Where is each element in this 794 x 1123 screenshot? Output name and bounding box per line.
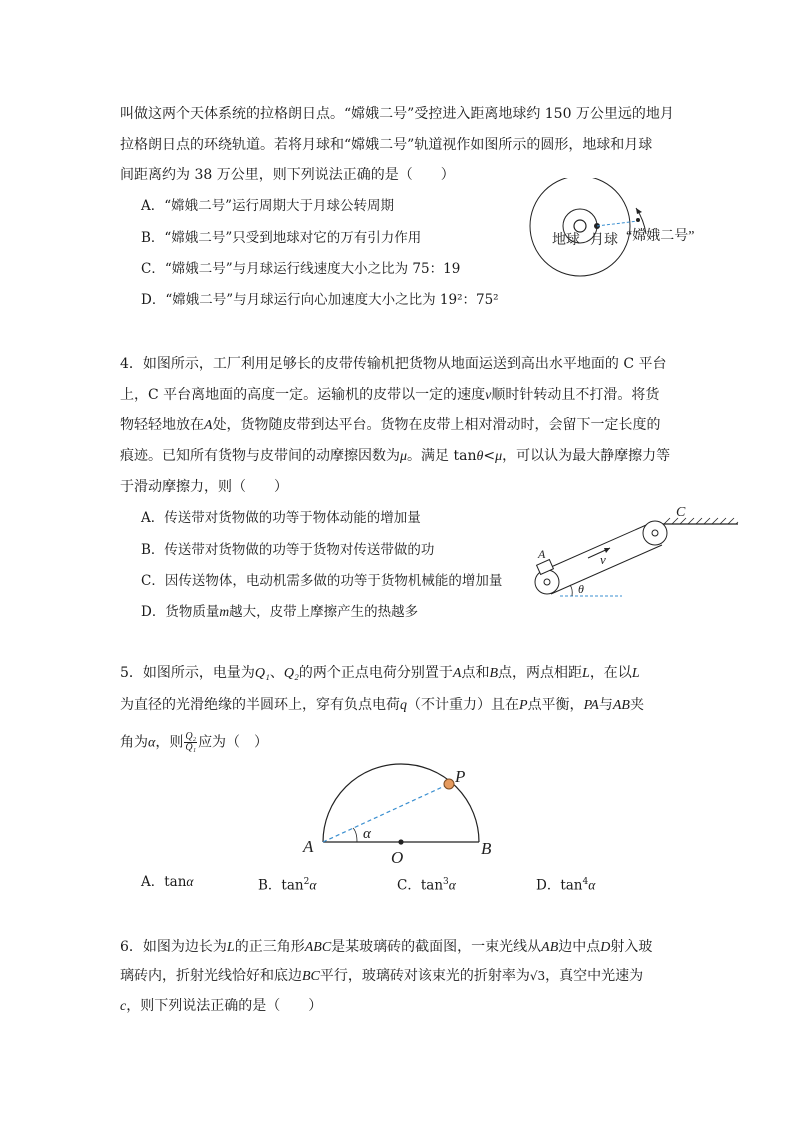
label-p: P <box>455 767 466 786</box>
q5-line-1-a: 5．如图所示，电量为 <box>120 665 255 681</box>
q6-d-symbol: D <box>600 940 611 955</box>
label-v: v <box>600 552 606 567</box>
belt-top <box>542 522 653 571</box>
q5-line-2 <box>120 696 644 715</box>
q6-line-1-a: 6．如图为边长为 <box>120 939 227 955</box>
q5-option-b <box>258 873 316 895</box>
q5-option-d-pow: 4 <box>582 877 589 887</box>
q5-b-symbol: B <box>489 666 499 681</box>
q5-line-1-e: ，在以 <box>589 665 632 681</box>
q5-option-a-var: α <box>186 874 194 889</box>
q5-pa-symbol: PA <box>583 698 599 713</box>
q5-option-c <box>397 873 456 895</box>
q3-option-d: D．“嫦娥二号”与月球运行向心加速度大小之比为 19²：75² <box>141 292 499 308</box>
q5-option-c-pow: 3 <box>443 877 449 887</box>
q3-line-2: 拉格朗日点的环绕轨道。若将月球和“嫦娥二号”轨道视作如图所示的圆形，地球和月球 <box>120 137 653 153</box>
q5-q2-symbol: Q₂ <box>283 666 299 681</box>
label-a: A <box>303 837 314 856</box>
label-alpha: α <box>363 826 371 842</box>
q6-sqrt3: √3 <box>529 969 546 983</box>
q5-option-d-var: α <box>588 877 596 893</box>
moon-label: 月球 <box>590 233 618 248</box>
q5-fraction <box>184 732 197 753</box>
q3-line-1: 叫做这两个天体系统的拉格朗日点。“嫦娥二号”受控进入距离地球约 150 万公里远的地月 <box>120 106 674 122</box>
q4-option-a: A．传送带对货物做的功等于物体动能的增加量 <box>141 510 421 526</box>
q3-option-b: B．“嫦娥二号”只受到地球对它的万有引力作用 <box>141 230 422 246</box>
q4-v-symbol: v <box>485 388 492 403</box>
q4-line-4-d: ，可以认为最大静摩擦力等 <box>502 448 671 464</box>
q5-line-2-e: 夹 <box>629 697 644 713</box>
q4-m-symbol: m <box>219 604 230 619</box>
q6-line-2-b: 平行，玻璃砖对该束光的折射率为 <box>319 968 530 984</box>
q5-line-3-b: ，则 <box>155 734 184 751</box>
line-pa <box>323 784 449 842</box>
q3-option-c: C．“嫦娥二号”与月球运行线速度大小之比为 75：19 <box>141 261 461 277</box>
earth-dot <box>574 220 586 232</box>
q4-theta-symbol: θ <box>476 449 484 464</box>
q5-option-c-var: α <box>448 877 456 893</box>
q6-bc-symbol: BC <box>302 969 320 984</box>
q6-abc-symbol: ABC <box>304 940 332 955</box>
label-c: C <box>676 505 686 520</box>
q6-line-1-b: 的正三角形 <box>234 939 305 955</box>
earth-label: 地球 <box>552 233 580 248</box>
q5-a-symbol: A <box>452 666 462 681</box>
q5-line-1 <box>120 664 640 683</box>
label-b: B <box>481 839 492 858</box>
q4-less-than: < <box>483 448 496 464</box>
q6-line-1-c: 是某玻璃砖的截面图，一束光线从 <box>331 939 542 955</box>
q5-p-symbol: P <box>519 698 528 713</box>
q5-option-b-label: B． <box>258 877 282 894</box>
q6-l-symbol: L <box>226 940 235 955</box>
q4-line-2 <box>120 386 659 405</box>
q4-option-d-b: 越大，皮带上摩擦产生的热越多 <box>229 604 419 620</box>
q3-line-3: 间距离约为 38 万公里，则下列说法正确的是（ ） <box>120 167 455 183</box>
q5-option-b-var: α <box>309 877 317 893</box>
probe-dot <box>636 218 640 222</box>
q4-line-3 <box>120 416 661 435</box>
q6-ab-symbol: AB <box>541 940 559 955</box>
q5-option-b-fn: tan <box>281 877 304 894</box>
q5-q1-symbol: Q₁ <box>254 666 270 681</box>
conveyor-diagram <box>520 500 745 605</box>
moon-probe-link <box>597 221 638 226</box>
q5-ab-symbol: AB <box>612 698 630 713</box>
q5-line-3 <box>120 732 268 753</box>
q3-option-a: A．“嫦娥二号”运行周期大于月球公转周期 <box>141 198 395 214</box>
q5-option-d <box>536 873 595 895</box>
q4-line-4 <box>120 447 670 466</box>
label-theta: θ <box>578 582 584 596</box>
q5-alpha-symbol: α <box>148 735 156 751</box>
theta-arc <box>570 585 572 596</box>
q4-option-d <box>141 603 418 621</box>
q4-line-4-b: 。满足 tan <box>407 448 477 464</box>
q4-option-c: C．因传送物体，电动机需多做的功等于货物机械能的增加量 <box>141 573 503 589</box>
q5-l-symbol: L <box>582 666 590 681</box>
q5-option-c-fn: tan <box>420 877 444 894</box>
alpha-arc <box>353 828 357 842</box>
q6-line-3 <box>120 997 322 1016</box>
q5-l-symbol-2: L <box>631 666 640 681</box>
q4-option-d-a: D．货物质量 <box>141 604 220 620</box>
q5-separator: 、 <box>269 665 284 681</box>
q4-mu-symbol-2: μ <box>495 449 503 464</box>
q4-mu-symbol: μ <box>400 449 408 464</box>
q6-line-2 <box>120 967 643 986</box>
q4-line-4-a: 痕迹。已知所有货物与皮带间的动摩擦因数为 <box>120 448 400 464</box>
q5-line-1-b: 的两个正点电荷分别置于 <box>298 665 453 681</box>
q5-line-2-a: 为直径的光滑绝缘的半圆环上，穿有负点电荷 <box>120 697 400 713</box>
label-o: O <box>391 848 404 867</box>
q6-line-1-e: 射入玻 <box>610 939 653 955</box>
q5-option-a-fn: tan <box>164 874 187 890</box>
semicircle-diagram <box>295 760 505 868</box>
q5-fraction-numerator: Q₂ <box>185 731 197 742</box>
q4-line-3-a: 物轻轻地放在 <box>120 417 204 433</box>
q5-fraction-denominator: Q₁ <box>185 742 197 753</box>
q5-option-a-label: A． <box>141 874 165 890</box>
q6-line-1-d: 边中点 <box>558 939 601 955</box>
q5-option-c-label: C． <box>397 877 421 894</box>
label-a: A <box>538 547 546 561</box>
q5-option-a <box>141 873 194 891</box>
q5-option-b-pow: 2 <box>303 877 310 887</box>
q6-c-symbol: c <box>120 999 127 1014</box>
q5-q-symbol: q <box>400 698 407 713</box>
center-o <box>398 839 403 844</box>
q5-line-3-c: 应为（ ） <box>198 734 269 751</box>
q4-a-symbol: A <box>204 418 213 433</box>
q5-line-1-c: 点和 <box>461 665 490 681</box>
q4-option-b: B．传送带对货物做的功等于货物对传送带做的功 <box>141 542 435 558</box>
q5-option-d-label: D． <box>536 877 561 894</box>
q4-line-3-b: 处，货物随皮带到达平台。货物在皮带上相对滑动时，会留下一定长度的 <box>212 417 661 433</box>
probe-label: “嫦娥二号” <box>626 229 695 244</box>
q6-line-3: ，则下列说法正确的是（ ） <box>126 998 323 1014</box>
charge-p <box>444 779 454 789</box>
q5-line-3-a: 角为 <box>120 734 148 751</box>
q5-line-1-d: 点，两点相距 <box>498 665 583 681</box>
q6-line-2-a: 璃砖内，折射光线恰好和底边 <box>120 968 302 984</box>
q4-line-5: 于滑动摩擦力，则（ ） <box>120 479 288 495</box>
q6-line-1 <box>120 938 652 957</box>
q4-line-2-a: 上，C 平台离地面的高度一定。运输机的皮带以一定的速度 <box>120 387 486 403</box>
q5-option-d-fn: tan <box>560 877 583 894</box>
q5-line-2-c: 点平衡， <box>527 697 584 713</box>
q5-line-2-d: 与 <box>598 697 613 713</box>
q4-line-2-b: 顺时针转动且不打滑。将货 <box>491 387 660 403</box>
orbit-diagram <box>520 178 720 310</box>
q6-line-2-c: ，真空中光速为 <box>545 968 644 984</box>
q4-line-1: 4．如图所示，工厂利用足够长的皮带传输机把货物从地面运送到高出水平地面的 C 平台 <box>120 356 667 372</box>
q5-line-2-b: （不计重力）且在 <box>407 697 519 713</box>
